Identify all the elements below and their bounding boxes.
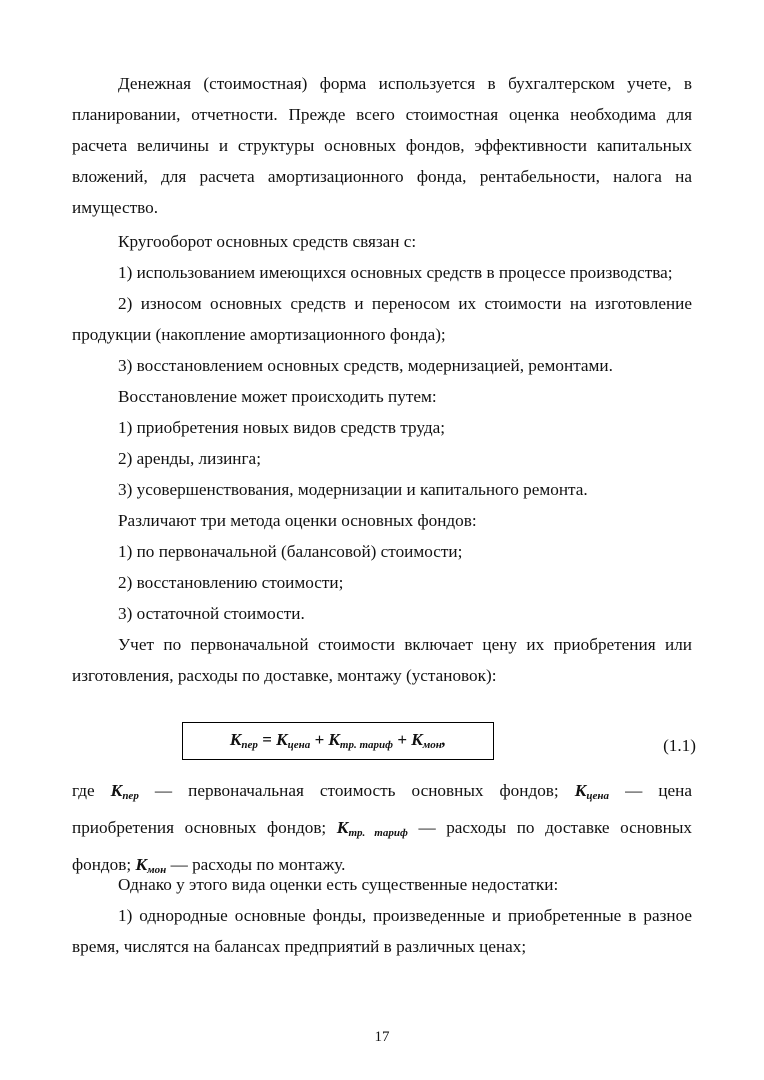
list-item: 2) износом основных средств и переносом их стоимости на изготовление продукции (накопление амортизационного фонда);: [72, 294, 692, 344]
paragraph-initial-cost: Учет по первоначальной стоимости включает цену их приобретения или изготовления, расходы по доставке, монтажу (установок):: [72, 635, 692, 685]
list-item: 2) восстановлению стоимости;: [118, 573, 344, 592]
list-item: 1) по первоначальной (балансовой) стоимости;: [118, 542, 463, 561]
paragraph-money-form: Денежная (стоимостная) форма используется в бухгалтерском учете, в планировании, отчетности. Прежде всего стоимостная оценка необходима для расчета величины и структуры основных фондов, эффективности капитальных вложений, для расчета амортизационного фонда, рентабельности, налога на имущество.: [72, 74, 692, 217]
paragraph-where: где $К_{пер}$ — первоначальная стоимость основных фондов; $К_{цена}$ — цена приобретения основных фондов; $К_{тр. тариф}$ — расходы по доставке основных фондов; $К_{мон}$ — расходы по монтажу.: [72, 781, 693, 876]
list-item: 1) однородные основные фонды, произведенные и приобретенные в разное время, числятся на балансах предприятий в различных ценах;: [72, 906, 692, 956]
page-number: 17: [374, 1029, 390, 1045]
list-item: 1) использованием имеющихся основных средств в процессе производства;: [118, 263, 673, 282]
paragraph-methods: Различают три метода оценки основных фондов:: [118, 511, 477, 530]
formula-text: $К_{пер} = К_{цена} + К_{тр. тариф} + К_{мон}$,: [229, 730, 447, 751]
formula-box: [182, 722, 494, 760]
paragraph-circulation: Кругооборот основных средств связан с:: [118, 232, 417, 251]
paragraph-drawbacks: Однако у этого вида оценки есть существенные недостатки:: [118, 875, 559, 894]
list-item: 2) аренды, лизинга;: [118, 449, 261, 468]
list-item: 3) усовершенствования, модернизации и капитального ремонта.: [118, 480, 588, 499]
list-item: 3) восстановлением основных средств, модернизацией, ремонтами.: [118, 356, 613, 375]
equation-number: (1.1): [663, 736, 696, 755]
list-item: 3) остаточной стоимости.: [118, 604, 305, 623]
paragraph-restoration: Восстановление может происходить путем:: [118, 387, 437, 406]
list-item: 1) приобретения новых видов средств труда;: [118, 418, 445, 437]
